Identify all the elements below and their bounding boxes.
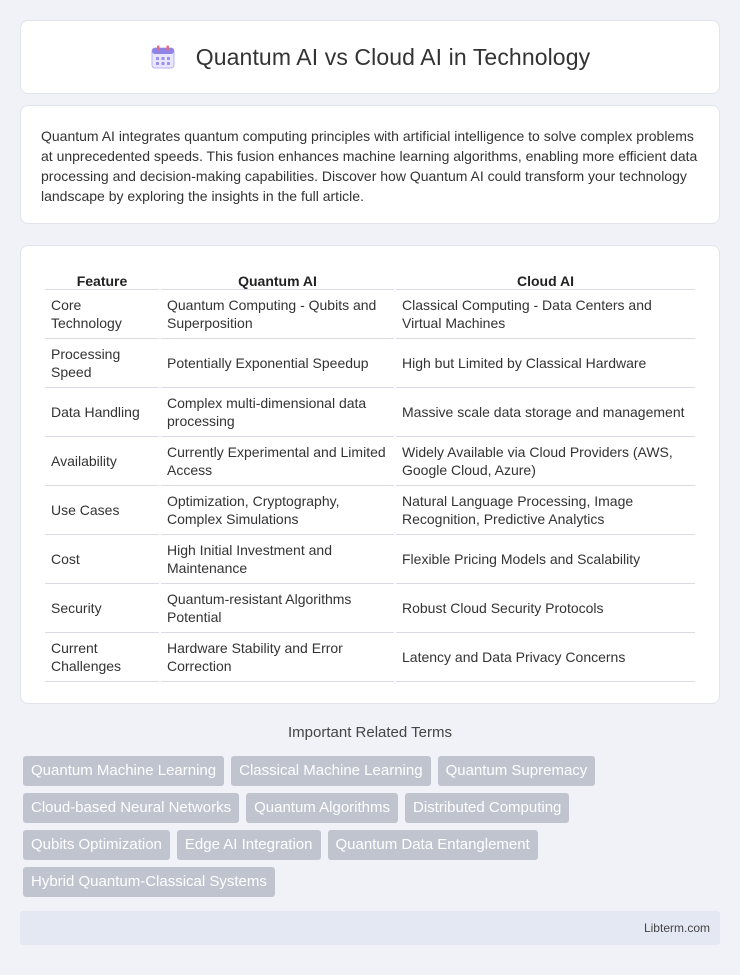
- table-row: [45, 339, 695, 388]
- related-term-tag[interactable]: Distributed Computing: [405, 793, 569, 823]
- row-cloud-value: Flexible Pricing Models and Scalability: [396, 535, 695, 584]
- row-cloud-value: Robust Cloud Security Protocols: [396, 584, 695, 633]
- row-cloud-value: Natural Language Processing, Image Recognition, Predictive Analytics: [396, 486, 695, 535]
- row-cloud-value: Latency and Data Privacy Concerns: [396, 633, 695, 682]
- row-feature: Cost: [45, 535, 159, 584]
- row-quantum-value: Quantum-resistant Algorithms Potential: [161, 584, 394, 633]
- row-quantum-value: High Initial Investment and Maintenance: [161, 535, 394, 584]
- row-quantum-value: Quantum Computing - Qubits and Superposition: [161, 290, 394, 339]
- row-feature: Use Cases: [45, 486, 159, 535]
- comparison-table-card: [20, 245, 720, 704]
- row-cloud-value: Widely Available via Cloud Providers (AWS, Google Cloud, Azure): [396, 437, 695, 486]
- related-terms-title: Important Related Terms: [288, 724, 452, 741]
- row-feature: Security: [45, 584, 159, 633]
- row-quantum-value: Complex multi-dimensional data processing: [161, 388, 394, 437]
- row-feature: Data Handling: [45, 388, 159, 437]
- table-row: [45, 388, 695, 437]
- row-feature: Availability: [45, 437, 159, 486]
- row-cloud-value: Classical Computing - Data Centers and Virtual Machines: [396, 290, 695, 339]
- row-quantum-value: Potentially Exponential Speedup: [161, 339, 394, 388]
- related-term-tag[interactable]: Quantum Data Entanglement: [328, 830, 538, 860]
- related-term-tag[interactable]: Quantum Machine Learning: [23, 756, 224, 786]
- header-quantum-ai: Quantum AI: [161, 266, 394, 290]
- row-feature: Processing Speed: [45, 339, 159, 388]
- row-quantum-value: Currently Experimental and Limited Access: [161, 437, 394, 486]
- related-term-tag[interactable]: Qubits Optimization: [23, 830, 170, 860]
- footer-site-link[interactable]: Libterm.com: [643, 921, 710, 935]
- table-row: [45, 535, 695, 584]
- related-term-tag[interactable]: Edge AI Integration: [177, 830, 321, 860]
- header-feature: Feature: [45, 266, 159, 290]
- row-feature: Current Challenges: [45, 633, 159, 682]
- row-feature: Core Technology: [45, 290, 159, 339]
- related-terms-list: [23, 756, 723, 897]
- page-title: Quantum AI vs Cloud AI in Technology: [195, 43, 591, 70]
- table-header-row: [45, 266, 695, 290]
- related-term-tag[interactable]: Hybrid Quantum-Classical Systems: [23, 867, 275, 897]
- related-term-tag[interactable]: Cloud-based Neural Networks: [23, 793, 239, 823]
- related-term-tag[interactable]: Quantum Supremacy: [438, 756, 596, 786]
- row-cloud-value: High but Limited by Classical Hardware: [396, 339, 695, 388]
- table-row: [45, 290, 695, 339]
- footer: [20, 911, 720, 945]
- row-quantum-value: Hardware Stability and Error Correction: [161, 633, 394, 682]
- table-row: [45, 584, 695, 633]
- table-row: [45, 486, 695, 535]
- header-cloud-ai: Cloud AI: [396, 266, 695, 290]
- intro-text: Quantum AI integrates quantum computing principles with artificial intelligence to solve complex problems at unprecedented speeds. This fusion enhances machine learning algorithms, enabling more efficient data processing and decision-making capabilities. Discover how Quantum AI could transform your technology landscape by exploring the insights in the full article.: [41, 128, 698, 204]
- calendar-icon: [150, 44, 176, 70]
- row-cloud-value: Massive scale data storage and management: [396, 388, 695, 437]
- header-card: [20, 20, 720, 94]
- related-term-tag[interactable]: Quantum Algorithms: [246, 793, 398, 823]
- row-quantum-value: Optimization, Cryptography, Complex Simulations: [161, 486, 394, 535]
- table-row: [45, 437, 695, 486]
- intro-card: [20, 105, 720, 224]
- comparison-table: [43, 266, 697, 682]
- related-term-tag[interactable]: Classical Machine Learning: [231, 756, 430, 786]
- table-row: [45, 633, 695, 682]
